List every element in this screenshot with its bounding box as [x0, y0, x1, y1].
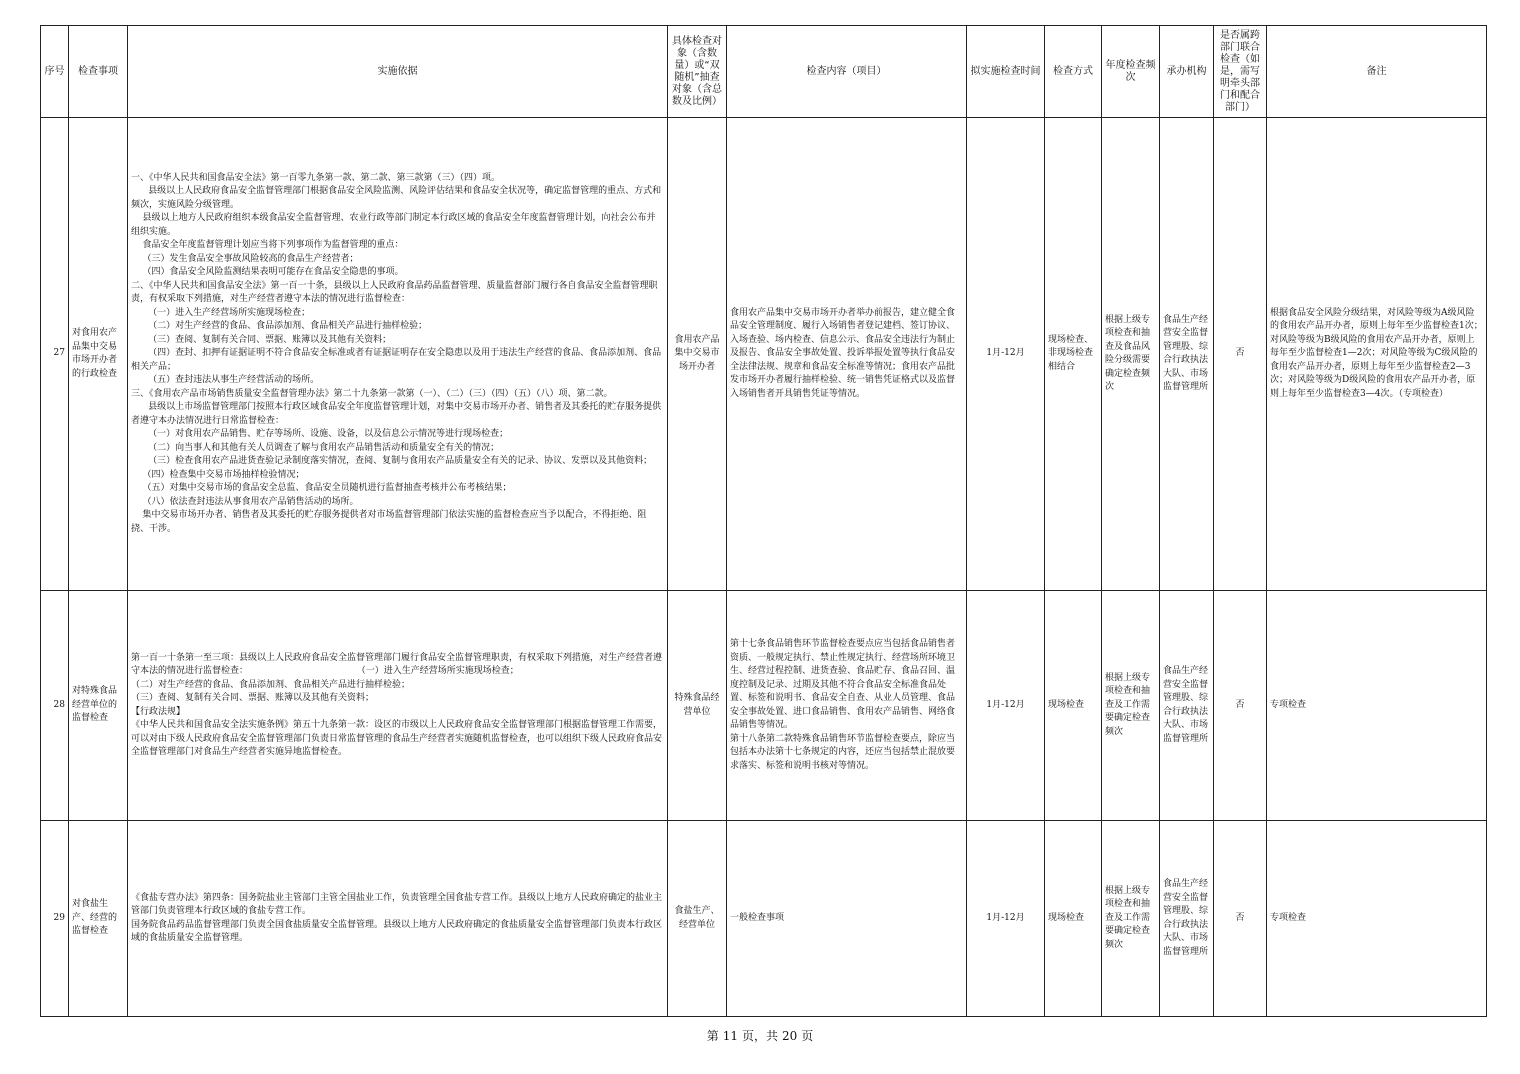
row-basis: 第一百一十条第一至三项：县级以上人民政府食品安全监督管理部门履行食品安全监督管理职责，有权采取下列措施，对生产经营者遵守本法的情况进行监督检查： （一）进入生产经营场所实施现场检查； （二）对生产经营的食品、食品添加剂、食品相关产品进行抽样检验； （三）查阅、复制有关合同、票据、账簿以及其他有关资料； 【行政法规】 《中华人民共和国食品安全法实施条例》第五十九条第一款：设区的市级以上人民政府食品安全监督管理部门根据监督管理工作需要，可以对由下级人民政府食品安全监督管理部门负责日常监督管理的食品生产经营者实施随机监督检查，也可以组织下级人民政府食品安全监督管理部门对食品生产经营者实施异地监督检查。: [128, 591, 668, 821]
header-row: [41, 26, 1487, 118]
row-basis: 一、《中华人民共和国食品安全法》第一百零九条第一款、第二款、第三款第（三）（四）项。 县级以上人民政府食品安全监督管理部门根据食品安全风险监测、风险评估结果和食品安全状况等，确定监督管理的重点、方式和频次，实施风险分级管理。 县级以上地方人民政府组织本级食品安全监督管理、农业行政等部门制定本行政区域的食品安全年度监督管理计划，向社会公布并组织实施。 食品安全年度监督管理计划应当将下列事项作为监督管理的重点： （三）发生食品安全事故风险较高的食品生产经营者； （四）食品安全风险监测结果表明可能存在食品安全隐患的事项。 二、《中华人民共和国食品安全法》第一百一十条，县级以上人民政府食品药品监督管理、质量监督部门履行各自食品安全监督管理职责，有权采取下列措施，对生产经营者遵守本法的情况进行监督检查： （一）进入生产经营场所实施现场检查； （二）对生产经营的食品、食品添加剂、食品相关产品进行抽样检验； （三）查阅、复制有关合同、票据、账簿以及其他有关资料； （四）查封、扣押有证据证明不符合食品安全标准或者有证据证明存在安全隐患以及用于违法生产经营的食品、食品添加剂、食品相关产品； （五）查封违法从事生产经营活动的场所。 三、《食用农产品市场销售质量安全监督管理办法》第二十九条第一款第（一）、（二）（三）（四）（五）（八）项、第二款。 县级以上市场监督管理部门按照本行政区域食品安全年度监督管理计划，对集中交易市场开办者、销售者及其委托的贮存服务提供者遵守本办法情况进行日常监督检查： （一）对食用农产品销售、贮存等场所、设施、设备，以及信息公示情况等进行现场检查； （二）向当事人和其他有关人员调查了解与食用农产品销售活动和质量安全有关的情况； （三）检查食用农产品进货查验记录制度落实情况，查阅、复制与食用农产品质量安全有关的记录、协议、发票以及其他资料； （四）检查集中交易市场抽样检验情况； （五）对集中交易市场的食品安全总监、食品安全员随机进行监督抽查考核并公布考核结果； （八）依法查封违法从事食用农产品销售活动的场所。 集中交易市场开办者、销售者及其委托的贮存服务提供者对市场监督管理部门依法实施的监督检查应当予以配合，不得拒绝、阻挠、干涉。: [128, 118, 668, 591]
row-item: 对特殊食品经营单位的监督检查: [69, 591, 128, 821]
row-item: 对食用农产品集中交易市场开办者的行政检查: [69, 118, 128, 591]
header-note: 备注: [1267, 26, 1487, 118]
row-seq: 27: [41, 118, 69, 591]
footer-mid: 页，共: [741, 1029, 778, 1043]
row-target: 食盐生产、经营单位: [668, 821, 727, 1017]
row-seq: 28: [41, 591, 69, 821]
row-content: 食用农产品集中交易市场开办者举办前报告，建立健全食品安全管理制度、履行入场销售者登记建档、签订协议、入场查验、场内检查、信息公示、食品安全违法行为制止及报告、食品安全事故处置、投诉举报处置等执行食品安全法律法规、规章和食品安全标准等情况；食用农产品批发市场开办者履行抽样检验、统一销售凭证格式以及监督入场销售者开具销售凭证等情况。: [727, 118, 967, 591]
inspection-table: [40, 25, 1487, 1017]
row-joint: 否: [1214, 591, 1267, 821]
header-org: 承办机构: [1160, 26, 1214, 118]
row-target: 食用农产品集中交易市场开办者: [668, 118, 727, 591]
row-note: 专项检查: [1267, 591, 1487, 821]
table-row: [41, 591, 1487, 821]
header-basis: 实施依据: [128, 26, 668, 118]
row-method: 现场检查: [1045, 591, 1102, 821]
header-joint: 是否属跨部门联合检查（如是，需写明牵头部门和配合部门）: [1214, 26, 1267, 118]
row-content: 一般检查事项: [727, 821, 967, 1017]
row-target: 特殊食品经营单位: [668, 591, 727, 821]
row-org: 食品生产经营安全监督管理股、综合行政执法大队、市场监督管理所: [1160, 821, 1214, 1017]
footer-prefix: 第: [706, 1029, 719, 1043]
table-row: [41, 118, 1487, 591]
header-method: 检查方式: [1045, 26, 1102, 118]
row-time: 1月-12月: [967, 821, 1045, 1017]
footer-suffix: 页: [801, 1029, 814, 1043]
row-org: 食品生产经营安全监督管理股、综合行政执法大队、市场监督管理所: [1160, 118, 1214, 591]
row-content: 第十七条食品销售环节监督检查要点应当包括食品销售者资质、一般规定执行、禁止性规定执行、经营场所环境卫生、经营过程控制、进货查验、食品贮存、食品召回、温度控制及记录、过期及其他不符合食品安全标准食品处置、标签和说明书、食品安全自查、从业人员管理、食品安全事故处置、进口食品销售、食用农产品销售、网络食品销售等情况。 第十八条第二款特殊食品销售环节监督检查要点，除应当包括本办法第十七条规定的内容，还应当包括禁止混放要求落实、标签和说明书核对等情况。: [727, 591, 967, 821]
row-method: 现场检查、非现场检查相结合: [1045, 118, 1102, 591]
page-footer: [0, 1027, 1520, 1044]
row-seq: 29: [41, 821, 69, 1017]
row-joint: 否: [1214, 821, 1267, 1017]
row-time: 1月-12月: [967, 118, 1045, 591]
row-freq: 根据上级专项检查和抽查及工作需要确定检查频次: [1102, 591, 1160, 821]
row-method: 现场检查: [1045, 821, 1102, 1017]
row-basis: 《食盐专营办法》第四条：国务院盐业主管部门主管全国盐业工作，负责管理全国食盐专营工作。县级以上地方人民政府确定的盐业主管部门负责管理本行政区域的食盐专营工作。 国务院食品药品监督管理部门负责全国食盐质量安全监督管理。县级以上地方人民政府确定的食盐质量安全监督管理部门负责本行政区域的食盐质量安全监督管理。: [128, 821, 668, 1017]
header-target: 具体检查对象（含数量）或“双随机”抽查对象（含总数及比例）: [668, 26, 727, 118]
row-note: 专项检查: [1267, 821, 1487, 1017]
header-seq: 序号: [41, 26, 69, 118]
row-note: 根据食品安全风险分级结果，对风险等级为A级风险的食用农产品开办者，原则上每年至少监督检查1次；对风险等级为B级风险的食用农产品开办者，原则上每年至少监督检查1—2次；对风险等级为C级风险的食用农产品开办者，原则上每年至少监督检查2—3次；对风险等级为D级风险的食用农产品开办者，原则上每年至少监督检查3—4次。（专项检查）: [1267, 118, 1487, 591]
header-content: 检查内容（项目）: [727, 26, 967, 118]
header-time: 拟实施检查时间: [967, 26, 1045, 118]
row-item: 对食盐生产、经营的监督检查: [69, 821, 128, 1017]
row-freq: 根据上级专项检查和抽查及食品风险分级需要确定检查频次: [1102, 118, 1160, 591]
table-row: [41, 821, 1487, 1017]
page-number: 11: [722, 1029, 738, 1043]
row-time: 1月-12月: [967, 591, 1045, 821]
header-freq: 年度检查频次: [1102, 26, 1160, 118]
row-freq: 根据上级专项检查和抽查及工作需要确定检查频次: [1102, 821, 1160, 1017]
row-org: 食品生产经营安全监督管理股、综合行政执法大队、市场监督管理所: [1160, 591, 1214, 821]
header-item: 检查事项: [69, 26, 128, 118]
row-joint: 否: [1214, 118, 1267, 591]
page-total: 20: [782, 1029, 798, 1043]
